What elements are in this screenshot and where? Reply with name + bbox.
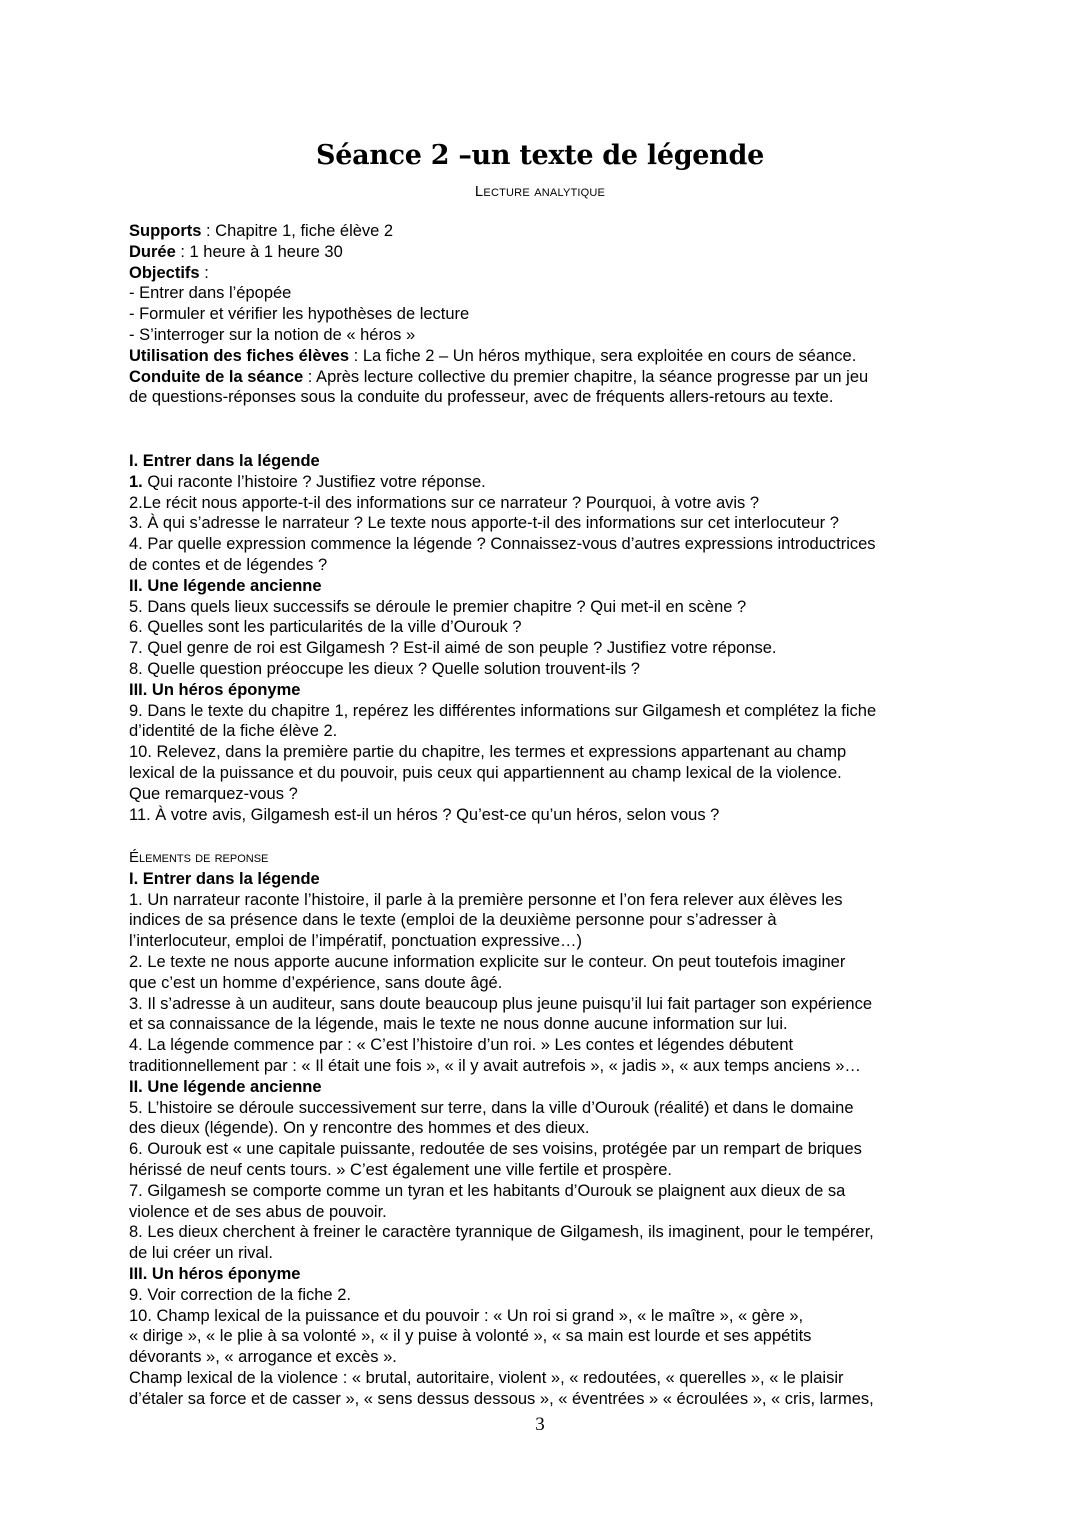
question-9: 9. Dans le texte du chapitre 1, repérez les différentes informations sur Gilgamesh et complétez la fiche (129, 701, 877, 720)
fiches-label: Utilisation des fiches élèves (129, 346, 350, 365)
duree-line (129, 242, 959, 263)
answer-10-cont-3: Champ lexical de la violence : « brutal, autoritaire, violent », « redoutées, « querelles », « le plaisir (129, 1368, 844, 1387)
answer-5: 5. L’histoire se déroule successivement sur terre, dans la ville d’Ourouk (réalité) et dans le domaine (129, 1098, 854, 1117)
objectifs-label: Objectifs (129, 263, 200, 282)
question-11: 11. À votre avis, Gilgamesh est-il un héros ? Qu’est-ce qu’un héros, selon vous ? (129, 805, 720, 824)
objectif-item: - Formuler et vérifier les hypothèses de lecture (129, 305, 470, 324)
fiches-value: : La fiche 2 – Un héros mythique, sera exploitée en cours de séance. (349, 346, 857, 365)
answer-3-cont: et sa connaissance de la légende, mais le texte ne nous donne aucune information sur lui. (129, 1015, 788, 1034)
question-4: 4. Par quelle expression commence la légende ? Connaissez-vous d’autres expressions introductrices (129, 535, 876, 554)
conduite-value: : Après lecture collective du premier chapitre, la séance progresse par un jeu (303, 367, 869, 386)
question-4-cont: de contes et de légendes ? (129, 555, 328, 574)
question-2: 2.Le récit nous apporte-t-il des informations sur ce narrateur ? Pourquoi, à votre avis ? (129, 493, 760, 512)
questions-section (129, 451, 959, 825)
answer-4: 4. La légende commence par : « C’est l’histoire d’un roi. » Les contes et légendes débutent (129, 1036, 794, 1055)
answer-10-cont-2: dévorants », « arrogance et excès ». (129, 1348, 397, 1367)
question-10-cont-2: Que remarquez-vous ? (129, 784, 298, 803)
page-subtitle: Lecture analytique (474, 183, 606, 200)
questions-heading-3: III. Un héros éponyme (129, 680, 301, 699)
questions-heading-2: II. Une légende ancienne (129, 576, 322, 595)
answers-heading: Élements de reponse (129, 849, 269, 866)
question-1-text: Qui raconte l’histoire ? Justifiez votre réponse. (142, 472, 486, 491)
fiches-line (129, 346, 959, 367)
answers-section (129, 848, 959, 1410)
objectif-item: - S’interroger sur la notion de « héros » (129, 325, 416, 344)
question-6: 6. Quelles sont les particularités de la ville d’Ourouk ? (129, 618, 522, 637)
page-title: Séance 2 –un texte de légende (316, 140, 764, 171)
conduite-line-2: de questions-réponses sous la conduite du professeur, avec de fréquents allers-retours au texte. (129, 388, 834, 407)
question-8: 8. Quelle question préoccupe les dieux ? Quelle solution trouvent-ils ? (129, 659, 640, 678)
answer-1: 1. Un narrateur raconte l’histoire, il parle à la première personne et l’on fera relever aux élèves les (129, 890, 843, 909)
supports-value: : Chapitre 1, fiche élève 2 (201, 222, 394, 240)
question-5: 5. Dans quels lieux successifs se déroule le premier chapitre ? Qui met-il en scène ? (129, 597, 747, 616)
supports-line (129, 221, 959, 242)
answer-1-cont-2: l’interlocuteur, emploi de l’impératif, ponctuation expressive…) (129, 932, 583, 951)
objectifs-value: : (199, 263, 209, 282)
answer-6-cont: hérissé de neuf cents tours. » C’est également une ville fertile et prospère. (129, 1160, 672, 1179)
question-10: 10. Relevez, dans la première partie du chapitre, les termes et expressions appartenant au champ (129, 743, 847, 762)
question-3: 3. À qui s’adresse le narrateur ? Le texte nous apporte-t-il des informations sur cet interlocuteur ? (129, 514, 839, 533)
answers-heading-1: I. Entrer dans la légende (129, 869, 320, 888)
question-7: 7. Quel genre de roi est Gilgamesh ? Est-il aimé de son peuple ? Justifiez votre réponse. (129, 639, 777, 658)
conduite-label: Conduite de la séance (129, 367, 304, 386)
answer-7: 7. Gilgamesh se comporte comme un tyran et les habitants d’Ourouk se plaignent aux dieux de sa (129, 1181, 846, 1200)
answer-4-cont: traditionnellement par : « Il était une fois », « il y avait autrefois », « jadis », « aux temps anciens »… (129, 1056, 861, 1075)
objectifs-line (129, 263, 959, 284)
answers-heading-3: III. Un héros éponyme (129, 1264, 301, 1283)
question-10-cont: lexical de la puissance et du pouvoir, puis ceux qui appartiennent au champ lexical de la violence. (129, 763, 842, 782)
intro-section (129, 221, 959, 408)
question-1 (129, 472, 959, 493)
conduite-line (129, 367, 959, 388)
answer-9: 9. Voir correction de la fiche 2. (129, 1285, 351, 1304)
answer-7-cont: violence et de ses abus de pouvoir. (129, 1202, 387, 1221)
answer-1-cont: indices de sa présence dans le texte (emploi de la deuxième personne pour s’adresser à (129, 911, 777, 930)
answer-10-cont-4: d’étaler sa force et de casser », « sens dessus dessous », « éventrées » « écroulées », « cris, larmes, (129, 1389, 874, 1408)
answer-10-cont: « dirige », « le plie à sa volonté », « il y puise à volonté », « sa main est lourde et ses appétits (129, 1327, 812, 1346)
answer-3: 3. Il s’adresse à un auditeur, sans doute beaucoup plus jeune puisqu’il lui fait partager son expérience (129, 994, 872, 1013)
question-9-cont: d’identité de la fiche élève 2. (129, 722, 338, 741)
answer-8: 8. Les dieux cherchent à freiner le caractère tyrannique de Gilgamesh, ils imaginent, pour le tempérer, (129, 1223, 874, 1242)
questions-heading-1: I. Entrer dans la légende (129, 452, 320, 470)
answer-8-cont: de lui créer un rival. (129, 1244, 273, 1263)
answer-10: 10. Champ lexical de la puissance et du pouvoir : « Un roi si grand », « le maître », « gère », (129, 1306, 804, 1325)
duree-value: : 1 heure à 1 heure 30 (175, 242, 343, 261)
answer-2: 2. Le texte ne nous apporte aucune information explicite sur le conteur. On peut toutefois imaginer (129, 952, 846, 971)
answer-5-cont: des dieux (légende). On y rencontre des hommes et des dieux. (129, 1119, 590, 1138)
answers-heading-2: II. Une légende ancienne (129, 1077, 322, 1096)
answer-2-cont: que c’est un homme d’expérience, sans doute âgé. (129, 973, 503, 992)
objectif-item: - Entrer dans l’épopée (129, 284, 292, 303)
answer-6: 6. Ourouk est « une capitale puissante, redoutée de ses voisins, protégée par un rempart de briques (129, 1140, 862, 1159)
question-1-number: 1. (129, 472, 143, 491)
supports-label: Supports (129, 222, 202, 240)
duree-label: Durée (129, 242, 176, 261)
page-number: 3 (535, 1414, 545, 1435)
